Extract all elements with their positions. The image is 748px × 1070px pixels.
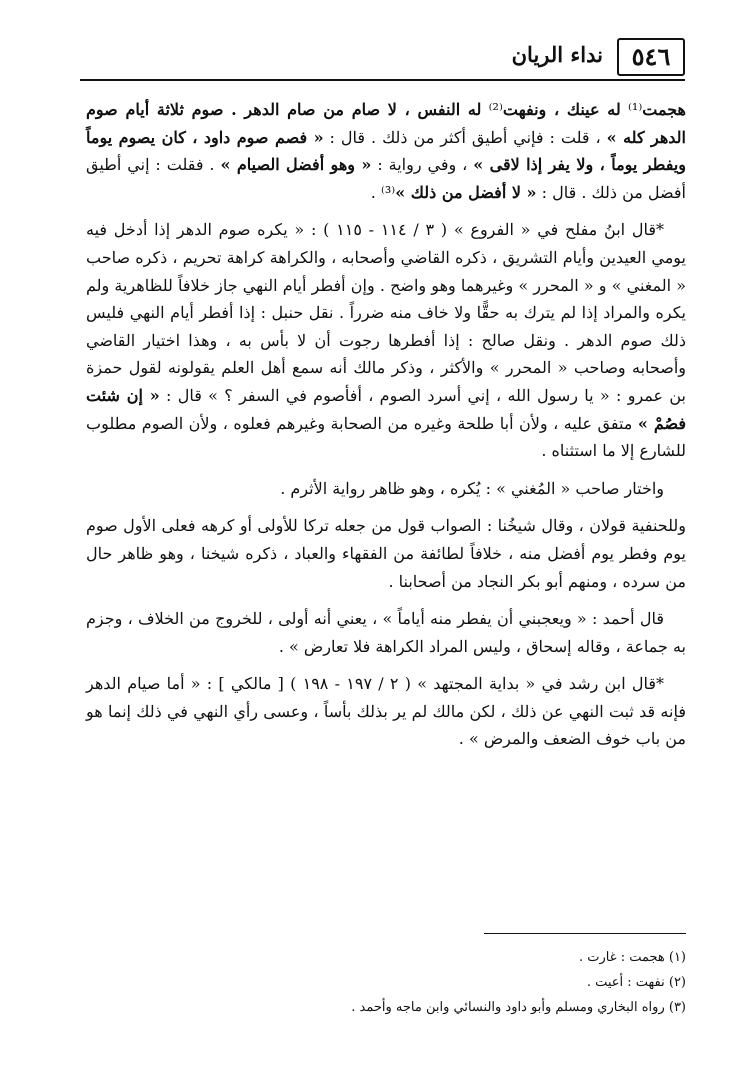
footnote: (٣) رواه البخاري ومسلم وأبو داود والنسائي وابن ماجه وأحمد . xyxy=(351,1000,686,1015)
footnote: (٢) نفهت : أعيت . xyxy=(586,975,686,990)
text-run: واختار صاحب « المُغني » : يُكره ، وهو ظاهر رواية الأثرم . xyxy=(280,478,664,498)
text-run: ، قلت : فإني أطيق أكثر من ذلك . قال : xyxy=(323,127,607,147)
text-run: ، وفي رواية : xyxy=(371,155,474,175)
footnotes xyxy=(140,945,686,1020)
text-run: ⁽¹⁾ xyxy=(620,100,643,119)
paragraph xyxy=(86,670,686,753)
paragraph xyxy=(86,96,686,206)
text-run: *قال ابنُ مفلح في « الفروع » ( ٣ / ١١٤ - ١١٥ ) : « يكره صوم الدهر إذا أدخل فيه يومي العيدين وأيام التشريق ، ذكره القاضي وأصحابه ، والكراهة كراهة تحريم ، ذكره صاحب « المغني » و « المحرر » وغيرهما وهو واضح . وإن أفطر أيام النهي جاز خلافاً للظاهرية ولم يكره والمراد إذا لم يترك به حقًّا ولا خاف منه ضرراً . نقل حنبل : إذا أفطر أيام النهي فليس ذلك صوم الدهر . ونقل صالح : إذا أفطرها رجوت أن لا بأس به ، وهذا اختيار القاضي وأصحابه وصاحب « المحرر » والأكثر ، وذكر مالك أنه سمع أهل العلم يقولونه لقول حمزة بن عمرو : « يا رسول الله ، إني أسرد الصوم ، أفأصوم في السفر ؟ » قال : xyxy=(86,220,686,405)
footnote: (١) هجمت : غارت . xyxy=(579,950,686,965)
running-title: نداء الريان xyxy=(511,42,603,67)
bold-text-run: له عينك ، ونفهت xyxy=(502,100,621,119)
body-text xyxy=(86,96,686,753)
header-rule xyxy=(80,79,685,81)
paragraph xyxy=(86,512,686,595)
bold-text-run: له النفس ، لا صام من صام الدهر . صوم ثلاثة أيام صوم الدهر كله » xyxy=(86,100,687,147)
paragraph xyxy=(86,475,686,503)
bold-text-run: هجمت xyxy=(642,100,686,119)
paragraph xyxy=(86,605,686,660)
text-run: قال أحمد : « ويعجبني أن يفطر منه أياماً » ، يعني أنه أولى ، للخروج من الخلاف ، وجزم به جماعة ، وقاله إسحاق ، وليس المراد الكراهة فلا تعارض » . xyxy=(86,609,686,656)
text-run: *قال ابن رشد في « بداية المجتهد » ( ٢ / ١٩٧ - ١٩٨ ) [ مالكي ] : « أما صيام الدهر فإنه قد ثبت النهي عن ذلك ، لكن مالك لم ير بذلك بأساً ، وعسى رأي النهي في ذلك إنما هو من باب خوف الضعف والمرض » . xyxy=(86,674,686,749)
bold-text-run: « وهو أفضل الصيام » xyxy=(220,155,372,175)
footnote-rule xyxy=(484,933,686,934)
text-run: متفق عليه ، ولأن أبا طلحة وغيره من الصحابة وغيرهم فعلوه ، ولأن الصوم مطلوب للشارع إلا ما استثناه . xyxy=(86,413,686,461)
text-run: ⁽²⁾ xyxy=(481,100,503,119)
bold-text-run: « لا أفضل من ذلك » xyxy=(395,182,537,202)
bold-text-run: « فصم صوم داود ، كان يصوم يوماً ويفطر يوماً ، ولا يفر إذا لاقى » xyxy=(86,127,687,175)
paragraph xyxy=(86,216,686,464)
text-run: ⁽³⁾ . xyxy=(370,182,396,202)
page-header xyxy=(80,38,685,88)
text-run: . فقلت : إني أطيق أفضل من ذلك . قال : xyxy=(86,155,686,202)
bold-text-run: « إن شئت فصُمْ » xyxy=(86,385,687,433)
page-number: ٥٤٦ xyxy=(617,38,685,76)
text-run: وللحنفية قولان ، وقال شيخُنا : الصواب قول من جعله تركا للأولى أو كرهه فعلى الأول صوم يوم وفطر يوم أفضل منه ، خلافاً لطائفة من الفقهاء والعباد ، ذكره شيخنا ، وهو ظاهر حال من سرده ، ومنهم أبو بكر النجاد من أصحابنا . xyxy=(86,516,687,591)
